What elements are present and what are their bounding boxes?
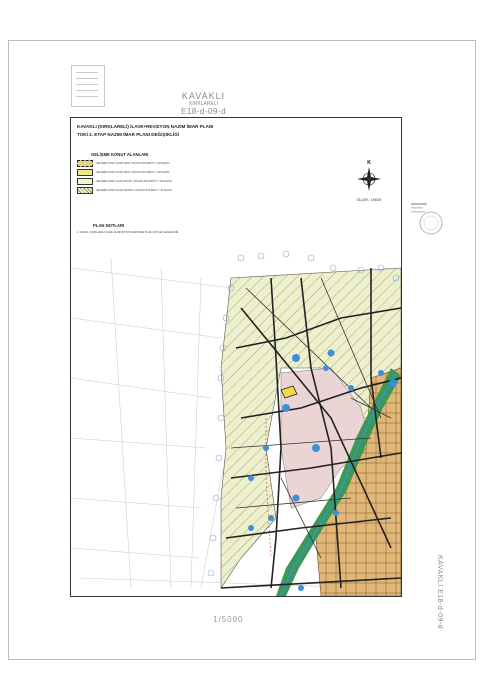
sheet-scale: 1/5000 (213, 615, 244, 624)
plan-subtitle: TOKİ 2. ETAP NAZIM İMAR PLANI DEĞİŞİKLİĞİ (77, 132, 180, 137)
map-frame (70, 117, 402, 597)
title-stamp (71, 65, 105, 107)
legend-label: GELİŞME KONUT ALANI ORTA YOĞUNLUKTA BRÜT Y: 200 Kişi/Ha (96, 161, 170, 165)
legend-item (77, 169, 217, 175)
legend-label: GELİŞME KONUT ALANI ORTA YOĞUNLUKTA BRÜT Y: 200 Kişi/Ha (96, 170, 170, 174)
legend-swatch (77, 169, 93, 176)
compass-icon (356, 166, 382, 192)
vertical-sheet-code: KAVAKLI E18-d-09-d (436, 555, 443, 630)
legend-header: GELİŞME KONUT ALANLARI (91, 152, 149, 157)
map-sheet (8, 40, 476, 660)
map-province: KIRKLARELİ (189, 101, 218, 107)
legend-label: GELİŞME KONUT ALANI SEYREK YOĞUNLUKTA BRÜT Y: 50 Kişi/Ha (96, 188, 172, 192)
north-arrow (349, 160, 389, 202)
legend-swatch (77, 187, 93, 194)
north-scale: ÖLÇEK: 1/5000 (356, 198, 382, 202)
plan-notes (77, 223, 237, 234)
legend-item (77, 160, 217, 166)
legend-swatch (77, 178, 93, 185)
north-letter: K (367, 160, 371, 166)
map-legend (77, 152, 217, 193)
legend-swatch (77, 160, 93, 167)
notes-text: 1- KAVAKLI (KIRKLARELİ) İLAVE VE REVİZYON NAZIM İMAR PLANI NOTLARI GEÇERLİDİR. (77, 231, 179, 234)
plan-title-block (77, 124, 277, 137)
notes-header: PLAN NOTLARI (93, 223, 125, 228)
map-sheet-code: E18-d-09-d (181, 107, 227, 116)
legend-label: GELİŞME KONUT ALANI DÜŞÜK YOĞUNLUKTA BRÜT Y: 100 Kişi/Ha (96, 179, 172, 183)
plan-title: KAVAKLI (KIRKLARELİ) İLAVE+REVİZYON NAZIM İMAR PLANI (77, 124, 214, 129)
legend-item (77, 178, 217, 184)
municipal-seal (409, 201, 449, 241)
map-place-name: KAVAKLI (181, 91, 226, 101)
legend-item (77, 187, 217, 193)
